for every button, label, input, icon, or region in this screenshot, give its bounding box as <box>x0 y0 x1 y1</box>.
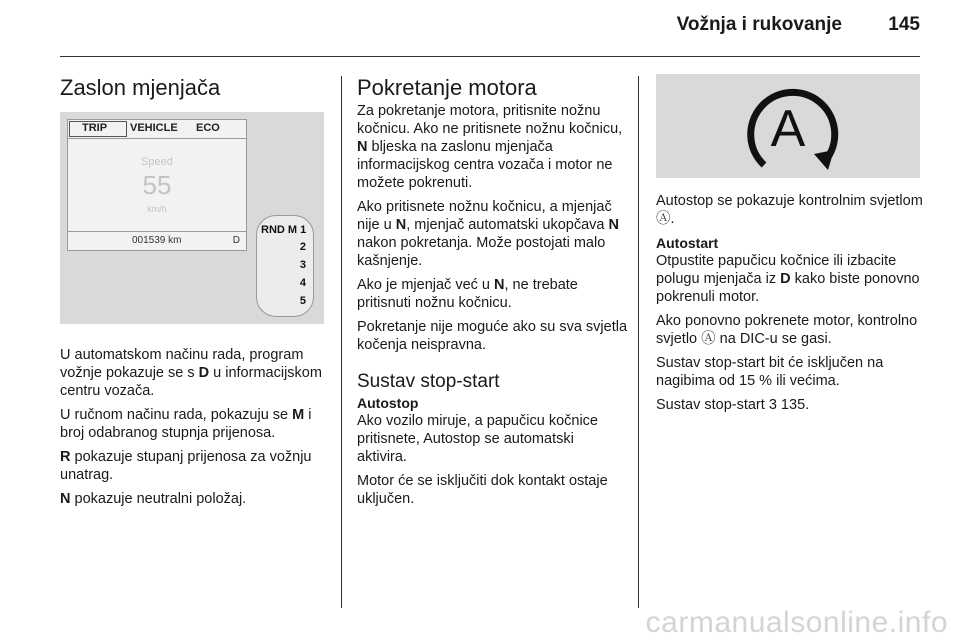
header-title: Vožnja i rukovanje <box>676 14 842 35</box>
paragraph-start-brake: Za pokretanje motora, pritisnite nožnu kočnicu. Ako ne pritisnete nožnu kočnicu, N bljeska na zaslonu mjenjača informacijskog centra vozača i motor ne možete pokrenuti. <box>357 103 623 191</box>
speed-label: Speed <box>141 156 173 168</box>
paragraph-reverse: R pokazuje stupanj prijenosa za vožnju unatrag. <box>60 449 312 483</box>
tab-vehicle: VEHICLE <box>130 122 178 134</box>
paragraph-reference: Sustav stop-start 3 135. <box>656 397 810 413</box>
page-reference-icon: 3 <box>768 397 777 413</box>
odometer-value: 001539 km <box>132 235 182 246</box>
column-divider-2 <box>638 76 639 608</box>
tab-trip: TRIP <box>82 122 108 134</box>
autostop-symbol-figure <box>656 74 920 178</box>
column-2 <box>357 74 627 514</box>
autostop-lamp-icon: Ⓐ <box>701 331 716 347</box>
column-1 <box>60 74 332 514</box>
autostop-letter: A <box>770 100 806 158</box>
watermark: carmanualsonline.info <box>645 606 948 639</box>
speed-unit: km/h <box>147 204 167 214</box>
paragraph-manual-mode: U ručnom načinu rada, pokazuju se M i broj odabranog stupnja prijenosa. <box>60 407 312 441</box>
gear-4: 4 <box>299 277 306 289</box>
paragraph-neutral: N pokazuje neutralni položaj. <box>60 491 247 507</box>
paragraph-brake-lights: Pokretanje nije moguće ako su sva svjetla kočenja neispravna. <box>357 319 628 353</box>
subheading-autostop: Autostop <box>357 395 419 411</box>
autostop-icon <box>656 74 920 178</box>
autostop-lamp-icon: Ⓐ <box>656 211 671 227</box>
paragraph-restart: Ako ponovno pokrenete motor, kontrolno svjetlo Ⓐ na DIC-u se gasi. <box>656 313 918 347</box>
paragraph-automatic-mode: U automatskom načinu rada, program vožnje pokazuje se s D u informacijskom centru vozača. <box>60 347 322 399</box>
column-divider-1 <box>341 76 342 608</box>
column-3 <box>656 74 926 420</box>
gear-3: 3 <box>299 259 306 271</box>
paragraph-autostop-lamp: Autostop se pokazuje kontrolnim svjetlom Ⓐ. <box>656 193 923 227</box>
section-heading-engine-start: Pokretanje motora <box>357 75 537 100</box>
paragraph-engine-off: Motor će se isključiti dok kontakt ostaje uključen. <box>357 473 608 507</box>
odometer-bar <box>68 231 246 250</box>
paragraph-autostop: Ako vozilo miruje, a papučicu kočnice pritisnete, Autostop se automatski aktivira. <box>357 413 598 465</box>
gear-callout <box>256 215 314 317</box>
paragraph-auto-neutral: Ako pritisnete nožnu kočnicu, a mjenjač nije u N, mjenjač automatski ukopčava N nakon pokretanja. Može postojati malo kašnjenje. <box>357 199 619 269</box>
gear-selector-line: RND M 1 <box>261 224 307 236</box>
tab-eco: ECO <box>196 122 220 134</box>
dic-screen <box>67 119 247 251</box>
dic-tabs <box>68 120 246 139</box>
paragraph-already-neutral: Ako je mjenjač već u N, ne trebate pritisnuti nožnu kočnicu. <box>357 277 578 311</box>
paragraph-autostart: Otpustite papučicu kočnice ili izbacite polugu mjenjača iz D kako biste ponovno pokrenuli motor. <box>656 253 920 305</box>
speed-value: 55 <box>142 170 172 200</box>
gear-5: 5 <box>299 295 306 307</box>
page-number: 145 <box>888 14 920 35</box>
header-rule <box>60 56 920 57</box>
section-heading-transmission-display: Zaslon mjenjača <box>60 75 221 100</box>
paragraph-slope: Sustav stop-start bit će isključen na nagibima od 15 % ili većima. <box>656 355 884 389</box>
transmission-display-figure <box>60 112 324 324</box>
gear-2: 2 <box>299 241 306 253</box>
gear-indicator: D <box>232 235 240 246</box>
section-heading-stop-start: Sustav stop-start <box>357 371 500 392</box>
subheading-autostart: Autostart <box>656 235 719 251</box>
